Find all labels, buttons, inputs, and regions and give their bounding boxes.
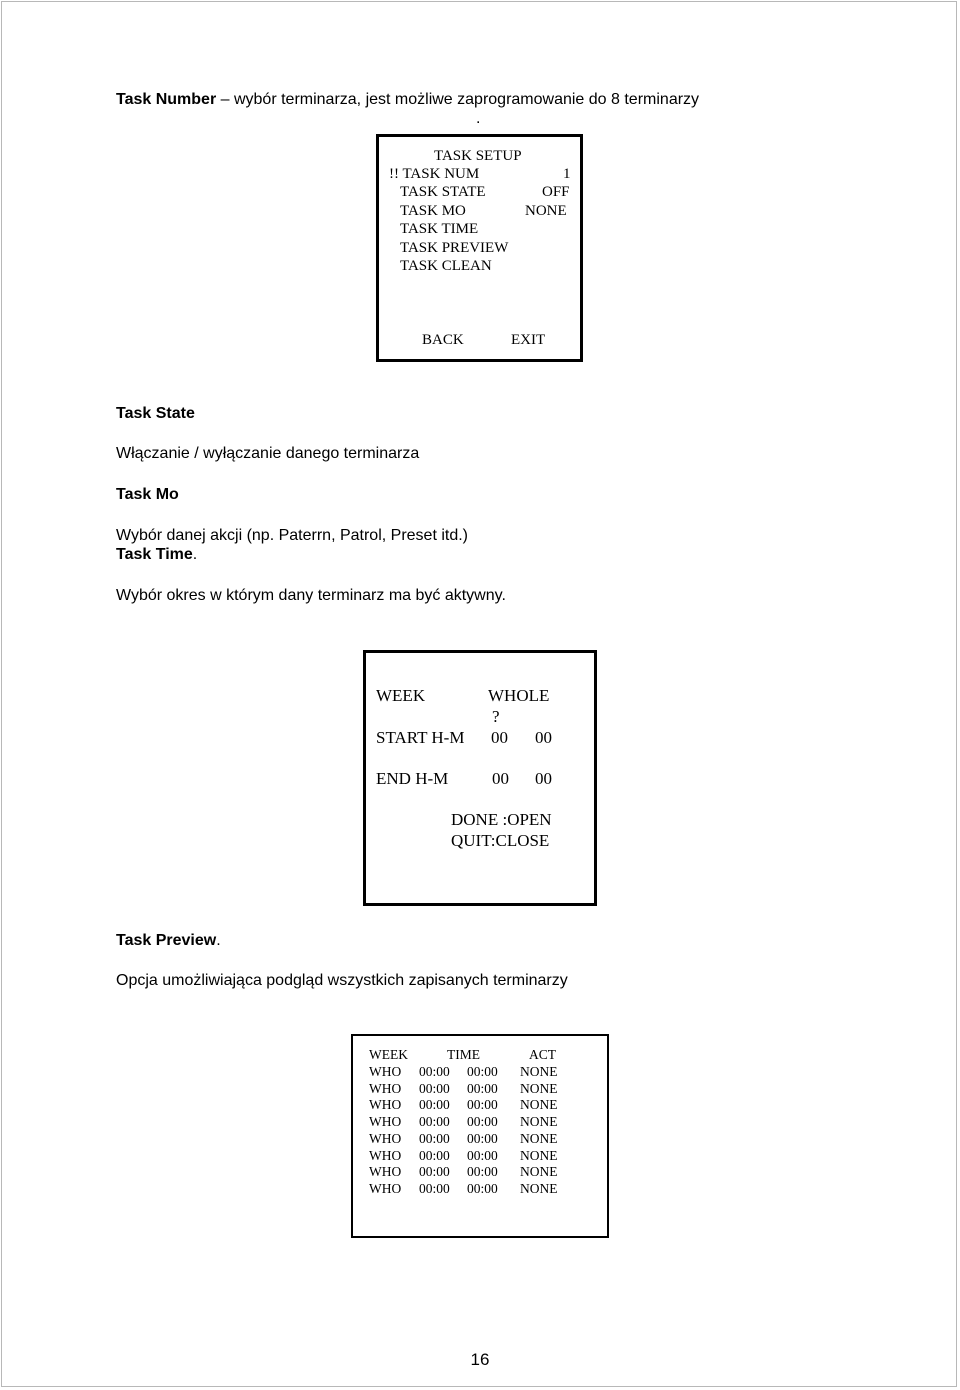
row-week: WHO [369,1130,402,1146]
start-hour[interactable]: 00 [491,728,508,747]
row-act: NONE [520,1097,558,1113]
back-button[interactable]: BACK [422,332,464,348]
start-minute[interactable]: 00 [535,728,552,747]
row-end-time: 00:00 [467,1147,498,1163]
week-label: WEEK [376,686,426,705]
row-end-time: 00:00 [467,1114,498,1130]
end-minute[interactable]: 00 [535,769,552,788]
task-preview-heading: Task Preview [116,932,217,949]
row-act: NONE [520,1130,558,1146]
row-start-time: 00:00 [419,1180,450,1196]
start-label: START H-M [376,728,465,747]
row-week: WHO [369,1147,402,1163]
menu-item-task-state[interactable]: TASK STATE [400,184,486,200]
row-week: WHO [369,1064,402,1079]
row-act: NONE [520,1147,558,1163]
task-number-text: – wybór terminarza, jest możliwe zaprogramowanie do 8 terminarzy [216,91,700,108]
task-state-heading: Task State [116,405,195,422]
task-preview-heading-line: Task Preview. [116,932,221,949]
row-start-time: 00:00 [419,1080,450,1096]
intro-dot: . [476,110,481,127]
row-end-time: 00:00 [467,1130,498,1146]
row-week: WHO [369,1180,402,1196]
menu-item-task-time[interactable]: TASK TIME [400,221,479,237]
row-start-time: 00:00 [419,1147,450,1163]
task-setup-title: TASK SETUP [434,148,522,164]
header-week: WEEK [369,1047,408,1062]
row-start-time: 00:00 [419,1064,450,1079]
task-time-heading: Task Time [116,546,193,563]
menu-item-task-mo[interactable]: TASK MO [400,203,466,219]
task-preview-screen [351,1034,609,1238]
row-end-time: 00:00 [467,1164,498,1180]
row-act: NONE [520,1080,558,1096]
task-num-value: 1 [563,166,571,182]
menu-item-task-clean[interactable]: TASK CLEAN [400,258,492,274]
task-mo-text: Wybór danej akcji (np. Paterrn, Patrol, Preset itd.) [116,527,468,544]
row-act: NONE [520,1064,558,1079]
row-end-time: 00:00 [467,1080,498,1096]
intro-line [116,91,699,109]
task-number-heading: Task Number [116,91,217,108]
cursor-marker: ? [492,707,500,726]
row-start-time: 00:00 [419,1097,450,1113]
row-week: WHO [369,1164,402,1180]
row-end-time: 00:00 [467,1064,498,1079]
end-label: END H-M [376,769,449,788]
task-time-screen [363,650,597,906]
row-week: WHO [369,1097,402,1113]
row-act: NONE [520,1164,558,1180]
task-mo-value: NONE [525,203,567,219]
quit-close-button[interactable]: QUIT:CLOSE [451,831,550,850]
row-week: WHO [369,1114,402,1130]
row-start-time: 00:00 [419,1114,450,1130]
end-hour[interactable]: 00 [492,769,509,788]
menu-item-task-num[interactable]: !! TASK NUM [389,166,480,182]
row-act: NONE [520,1114,558,1130]
task-state-value: OFF [542,184,570,200]
task-mo-heading: Task Mo [116,486,179,503]
task-state-text: Włączanie / wyłączanie danego terminarza [116,445,420,462]
row-end-time: 00:00 [467,1180,498,1196]
header-act: ACT [529,1047,556,1062]
week-value[interactable]: WHOLE [488,686,550,705]
row-week: WHO [369,1080,402,1096]
row-act: NONE [520,1180,558,1196]
exit-button[interactable]: EXIT [511,332,546,348]
page-number: 16 [470,1350,490,1369]
task-time-heading-line: Task Time. [116,546,198,563]
row-start-time: 00:00 [419,1130,450,1146]
done-open-button[interactable]: DONE :OPEN [451,810,552,829]
header-time: TIME [447,1047,480,1062]
row-end-time: 00:00 [467,1097,498,1113]
task-preview-text: Opcja umożliwiająca podgląd wszystkich zapisanych terminarzy [116,972,568,989]
row-start-time: 00:00 [419,1164,450,1180]
task-time-text: Wybór okres w którym dany terminarz ma być aktywny. [116,587,506,604]
task-setup-screen [376,134,583,362]
menu-item-task-preview[interactable]: TASK PREVIEW [400,240,509,256]
